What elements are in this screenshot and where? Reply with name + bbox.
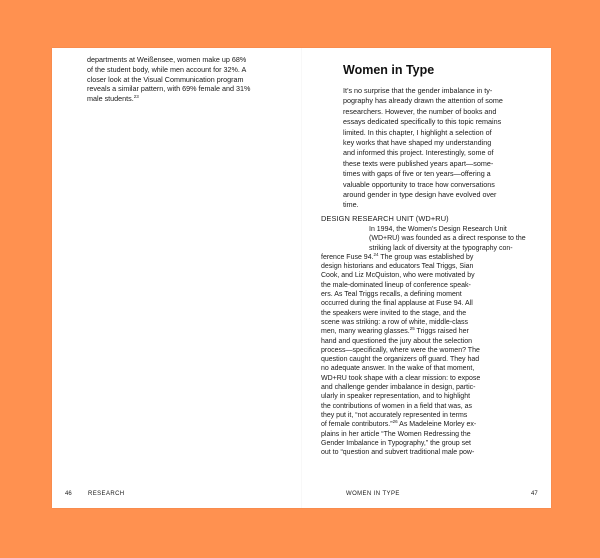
body-line-22: of female contributors.”$^{26}$ As Madeleine Morley ex- xyxy=(321,419,477,429)
body-line-21: they put it, “not accurately represented in terms xyxy=(321,411,468,419)
chapter-intro xyxy=(343,86,533,211)
intro-line-5: limited. In this chapter, I highlight a selection of xyxy=(343,127,492,137)
intro-line-10: valuable opportunity to trace how conversations xyxy=(343,179,495,189)
running-head-left: RESEARCH xyxy=(88,491,125,497)
body-line-5: design historians and educators Teal Triggs, Sian xyxy=(321,263,474,271)
section-body xyxy=(321,225,533,457)
intro-line-6: key works that have shaped my understanding xyxy=(343,138,492,148)
left-page-body xyxy=(87,55,287,104)
intro-line-2: pography has already drawn the attention of some xyxy=(343,96,503,106)
intro-line-7: and informed this project. Interestingly, some of xyxy=(343,148,494,158)
body-line-2: (WD+RU) was founded as a direct response to the xyxy=(369,235,526,243)
body-line-20: the contributions of women in a field that was, as xyxy=(321,402,472,410)
right-page xyxy=(301,48,551,508)
left-line-4: reveals a similar pattern, with 69% female and 31% xyxy=(87,84,251,94)
intro-line-4: essays dedicated specifically to this topic remains xyxy=(343,117,502,127)
intro-line-8: these texts were published years apart—some- xyxy=(343,158,494,168)
left-line-5: male students.$^{23}$ xyxy=(87,94,139,104)
footnote-ref-24: 24 xyxy=(373,251,379,257)
body-line-18: and challenge gender imbalance in design, partic- xyxy=(321,384,476,392)
section-subheading: DESIGN RESEARCH UNIT (WD+RU) xyxy=(321,214,449,223)
intro-line-11: around gender in type design have evolved over xyxy=(343,190,497,200)
body-line-23: plains in her article “The Women Redressing the xyxy=(321,430,471,438)
page-number-right: 47 xyxy=(531,491,538,497)
book-spread xyxy=(52,48,551,508)
body-line-8: ers. As Teal Triggs recalls, a defining moment xyxy=(321,291,462,299)
footnote-ref-23: 23 xyxy=(133,94,139,100)
footnote-ref-25: 25 xyxy=(409,326,415,332)
body-line-14: process—specifically, where were the women? The xyxy=(321,346,480,354)
body-line-17: WD+RU took shape with a clear mission: to expose xyxy=(321,374,481,382)
body-line-25: out to “question and subvert traditional male pow- xyxy=(321,449,475,457)
body-line-24: Gender Imbalance in Typography,” the group set xyxy=(321,439,471,447)
left-line-1: departments at Weißensee, women make up 68% xyxy=(87,55,247,64)
intro-line-9: times with gaps of five or ten years—offering a xyxy=(343,169,491,179)
page-number-left: 46 xyxy=(65,491,72,497)
left-line-2: of the student body, while men account for 32%. A xyxy=(87,64,247,74)
body-line-1: In 1994, the Women’s Design Research Unit xyxy=(369,226,507,233)
body-line-3: striking lack of diversity at the typography con- xyxy=(369,244,513,252)
body-line-4: ference Fuse 94.24 The group was established by xyxy=(321,251,474,261)
body-line-7: the male-dominated lineup of conference speak- xyxy=(321,281,471,289)
body-line-9: occurred during the final applause at Fuse 94. All xyxy=(321,300,473,308)
running-head-right: WOMEN IN TYPE xyxy=(346,491,400,497)
left-line-3: closer look at the Visual Communication program xyxy=(87,74,244,84)
body-line-15: question caught the organizers off guard. They had xyxy=(321,356,480,364)
body-line-10: the speakers were invited to the stage, and the xyxy=(321,309,467,317)
intro-line-3: researchers. However, the number of books and xyxy=(343,106,497,116)
body-line-12: men, many wearing glasses.$^{25}$ Triggs raised her xyxy=(321,326,469,336)
body-line-19: ularly in speaker representation, and to highlight xyxy=(321,393,471,401)
body-line-13: hand and questioned the jury about the selection xyxy=(321,337,473,345)
body-line-16: no adequate answer. In the wake of that moment, xyxy=(321,365,475,373)
intro-line-1: It’s no surprise that the gender imbalance in ty- xyxy=(343,86,493,95)
body-line-11: scene was striking: a row of white, middle-class xyxy=(321,318,469,326)
left-page xyxy=(52,48,301,508)
body-line-6: Cook, and Liz McQuiston, who were motivated by xyxy=(321,272,475,280)
chapter-title: Women in Type xyxy=(343,63,435,77)
footnote-ref-26: 26 xyxy=(392,419,398,425)
intro-line-12: time. xyxy=(343,200,359,210)
